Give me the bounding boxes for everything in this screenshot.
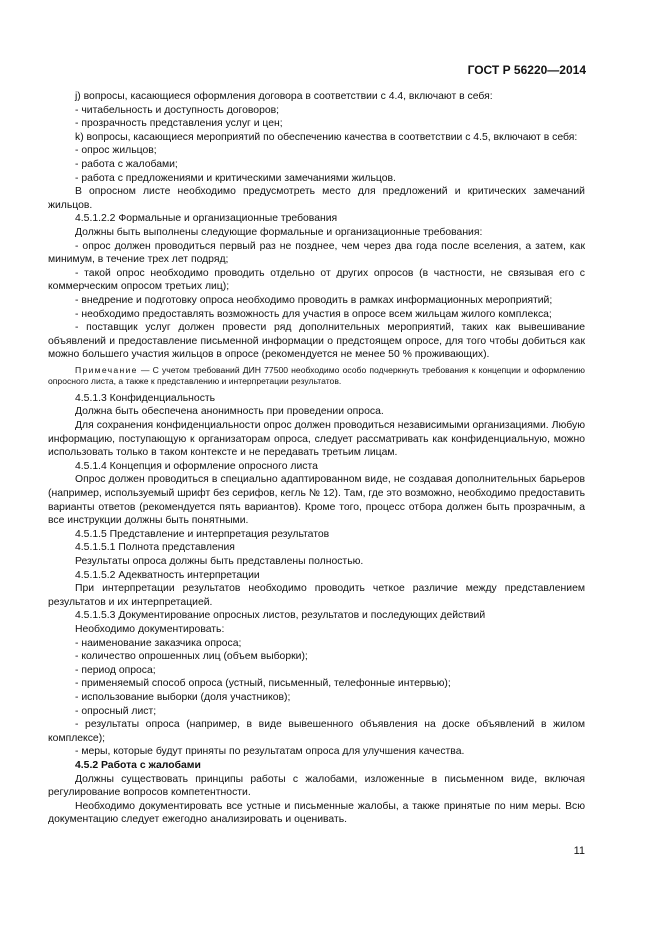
paragraph: Должны быть выполнены следующие формальные и организационные требования: <box>75 226 483 238</box>
page-number: 11 <box>573 845 585 857</box>
list-item: - период опроса; <box>75 664 156 676</box>
list-item: - необходимо предоставлять возможность для участия в опросе всем жильцам жилого комплекса; <box>75 308 552 320</box>
list-item: - опрос должен проводиться первый раз не позднее, чем через два года после вселения, а затем, как минимум, в течение трех лет подряд; <box>48 240 585 266</box>
paragraph: В опросном листе необходимо предусмотреть место для предложений и критических замечаний жильцов. <box>48 186 585 211</box>
paragraph: Опрос должен проводиться в специально адаптированном виде, не создавая дополнительных барьеров (например, используемый шрифт без серифов, кегль № 12). Там, где это возможно, необходимо предоставить варианты ответов (рекомендуется пять вариантов). Кроме того, процесс отбора должен быть прозрачным, а все инструкции должны быть понятными. <box>48 474 585 527</box>
section-heading: 4.5.1.5 Представление и интерпретация результатов <box>75 528 330 540</box>
item-k: k) вопросы, касающиеся мероприятий по обеспечению качества в соответствии с 4.5, включают в себя: <box>75 131 578 143</box>
list-item: - работа с жалобами; <box>75 158 178 170</box>
standard-header: ГОСТ Р 56220—2014 <box>467 63 586 77</box>
item-j: j) вопросы, касающиеся оформления договора в соответствии с 4.4, включают в себя: <box>75 91 493 102</box>
list-item: - поставщик услуг должен провести ряд дополнительных мероприятий, таких как вывешивание объявлений и предоставление письменной информации о предстоящем опросе, для того чтобы добиться как можно большего участия жильцов в опросе (рекомендуется не менее 50 % проживающих). <box>48 322 585 361</box>
note-label: Примечание <box>75 364 138 375</box>
note <box>48 365 585 387</box>
section-heading: 4.5.1.3 Конфиденциальность <box>75 392 216 404</box>
list-item: - опрос жильцов; <box>75 145 157 157</box>
section-heading: 4.5.1.5.2 Адекватность интерпретации <box>75 569 260 581</box>
list-item: - читабельность и доступность договоров; <box>75 104 280 116</box>
paragraph: При интерпретации результатов необходимо проводить четкое различие между представлением результатов и их интерпретацией. <box>48 583 585 608</box>
list-item: - использование выборки (доля участников); <box>75 691 291 703</box>
paragraph: Необходимо документировать все устные и письменные жалобы, а также принятые по ним меры. Всю документацию следует ежегодно анализировать и оценивать. <box>48 800 585 826</box>
paragraph: Должна быть обеспечена анонимность при проведении опроса. <box>75 406 384 418</box>
section-heading: 4.5.1.4 Концепция и оформление опросного листа <box>75 460 318 472</box>
list-item: - внедрение и подготовку опроса необходимо проводить в рамках информационных мероприятий; <box>75 294 553 306</box>
page-body <box>48 90 585 827</box>
paragraph: Для сохранения конфиденциальности опрос должен проводиться независимыми организациями. Любую информацию, поступающую к организаторам опроса, следует рассматривать как конфиденциальную, можно использовать только в таком контексте и не передавать третьим лицам. <box>48 420 585 459</box>
paragraph: Необходимо документировать: <box>75 623 225 635</box>
list-item: - применяемый способ опроса (устный, письменный, телефонные интервью); <box>75 678 451 690</box>
paragraph: Должны существовать принципы работы с жалобами, изложенные в письменном виде, включая регулирование вопросов компетентности. <box>48 773 585 799</box>
section-heading: 4.5.1.5.1 Полнота представления <box>75 542 235 554</box>
paragraph: Результаты опроса должны быть представлены полностью. <box>75 556 364 567</box>
section-heading-bold: 4.5.2 Работа с жалобами <box>75 759 201 771</box>
list-item: - результаты опроса (например, в виде вывешенного объявления на доске объявлений в жилом комплексе); <box>48 719 585 744</box>
list-item: - меры, которые будут приняты по результатам опроса для улучшения качества. <box>75 746 465 758</box>
list-item: - прозрачность представления услуг и цен; <box>75 118 283 130</box>
note-text: — С учетом требований ДИН 77500 необходимо особо подчеркнуть требования к концепции и оформлению опросного листа, а также к представлению и интерпретации результатов. <box>48 364 585 386</box>
section-heading: 4.5.1.2.2 Формальные и организационные требования <box>75 213 338 225</box>
list-item: - работа с предложениями и критическими замечаниями жильцов. <box>75 172 396 184</box>
list-item: - такой опрос необходимо проводить отдельно от других опросов (в частности, не связывая его с коммерческим опросом третьих лиц); <box>48 267 585 293</box>
list-item: - опросный лист; <box>75 705 157 717</box>
section-heading: 4.5.1.5.3 Документирование опросных листов, результатов и последующих действий <box>75 610 486 622</box>
list-item: - наименование заказчика опроса; <box>75 637 242 649</box>
list-item: - количество опрошенных лиц (объем выборки); <box>75 651 308 663</box>
